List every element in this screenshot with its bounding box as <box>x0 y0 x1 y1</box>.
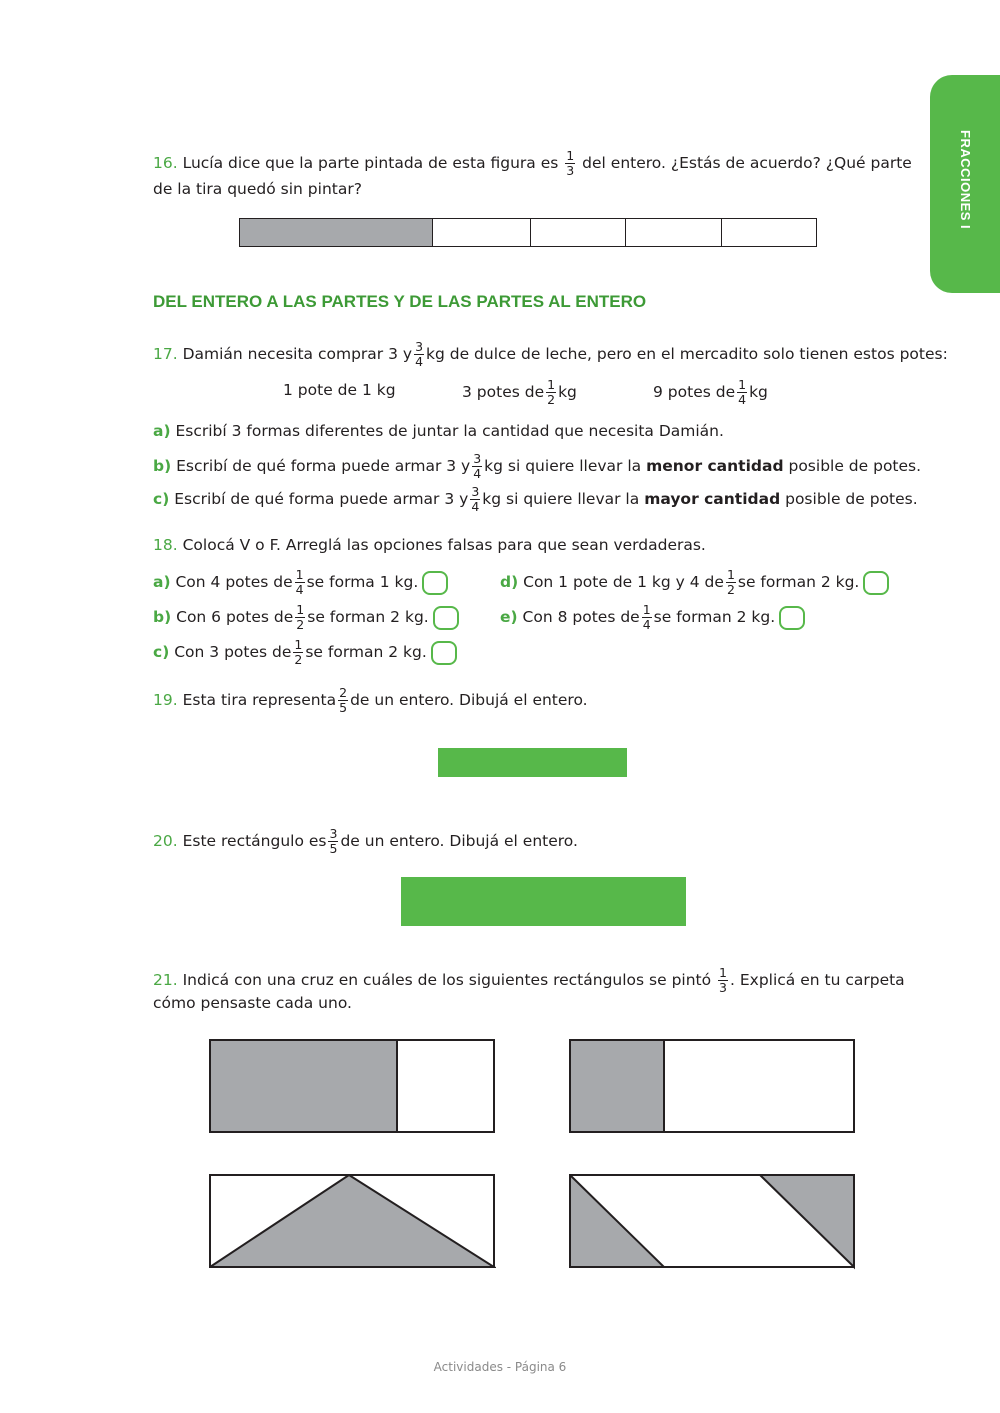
q17-option-2: 3 potes de $\frac{1}{2}$ kg <box>462 377 577 407</box>
q21-rectangle-2[interactable] <box>569 1039 856 1135</box>
q21-rectangle-1[interactable] <box>209 1039 496 1135</box>
q17-item-c: c) Escribí de qué forma puede armar 3 y $\frac{3}{4}$ kg si quiere llevar la mayor cantidad posible de potes. <box>153 484 918 514</box>
chapter-tab-label: FRACCIONES I <box>958 130 973 230</box>
page-footer: Actividades - Página 6 <box>433 1360 567 1374</box>
q17-option-3: 9 potes de $\frac{1}{4}$ kg <box>653 377 768 407</box>
q21-line2: cómo pensaste cada uno. <box>153 994 352 1012</box>
strip-part <box>625 219 721 246</box>
q21-line1: 21. Indicá con una cruz en cuáles de los siguientes rectángulos se pintó $\frac{1}{3}$ . Explicá en tu carpeta <box>153 965 905 995</box>
q17-number: 17. <box>153 345 178 363</box>
q17-option-1: 1 pote de 1 kg <box>283 381 396 399</box>
section-title: DEL ENTERO A LAS PARTES Y DE LAS PARTES AL ENTERO <box>153 292 647 311</box>
vf-checkbox-a[interactable] <box>422 571 448 595</box>
vf-checkbox-e[interactable] <box>779 606 805 630</box>
strip-part <box>530 219 625 246</box>
q16-fraction: $\frac{1}{3}$ <box>566 148 575 178</box>
q18-item-a: a) Con 4 potes de $\frac{1}{4}$ se forma 1 kg. <box>153 569 448 596</box>
q17-fraction: $\frac{3}{4}$ <box>415 339 424 369</box>
q21-rectangle-3[interactable] <box>209 1174 496 1270</box>
q18-item-c: c) Con 3 potes de $\frac{1}{2}$ se forman 2 kg. <box>153 639 457 666</box>
q21-rectangle-4[interactable] <box>569 1174 856 1270</box>
strip-part <box>721 219 816 246</box>
q17-line1: 17. Damián necesita comprar 3 y $\frac{3}{4}$ kg de dulce de leche, pero en el mercadito solo tienen estos potes: <box>153 339 948 369</box>
q18-item-e: e) Con 8 potes de $\frac{1}{4}$ se forman 2 kg. <box>500 604 805 631</box>
q16-number: 16. <box>153 154 178 172</box>
q19-line1: 19. Esta tira representa $\frac{2}{5}$ de un entero. Dibujá el entero. <box>153 685 588 715</box>
q18-item-b: b) Con 6 potes de $\frac{1}{2}$ se forman 2 kg. <box>153 604 459 631</box>
vf-checkbox-c[interactable] <box>431 641 457 665</box>
strip-part <box>432 219 530 246</box>
q17-item-a: a) Escribí 3 formas diferentes de juntar la cantidad que necesita Damián. <box>153 422 724 440</box>
q18-line1: 18. Colocá V o F. Arreglá las opciones falsas para que sean verdaderas. <box>153 536 706 554</box>
q20-green-rectangle <box>401 877 686 926</box>
q19-green-strip <box>438 748 627 777</box>
vf-checkbox-d[interactable] <box>863 571 889 595</box>
vf-checkbox-b[interactable] <box>433 606 459 630</box>
q17-item-b: b) Escribí de qué forma puede armar 3 y $\frac{3}{4}$ kg si quiere llevar la menor cantidad posible de potes. <box>153 451 922 481</box>
q16-strip <box>239 218 817 247</box>
q18-item-d: d) Con 1 pote de 1 kg y 4 de $\frac{1}{2}$ se forman 2 kg. <box>500 569 889 596</box>
strip-part-shaded <box>240 219 432 246</box>
q20-line1: 20. Este rectángulo es $\frac{3}{5}$ de un entero. Dibujá el entero. <box>153 826 578 856</box>
q16-line1: 16. Lucía dice que la parte pintada de esta figura es $\frac{1}{3}$ del entero. ¿Estás de acuerdo? ¿Qué parte <box>153 148 912 178</box>
q16-line2: de la tira quedó sin pintar? <box>153 180 362 198</box>
